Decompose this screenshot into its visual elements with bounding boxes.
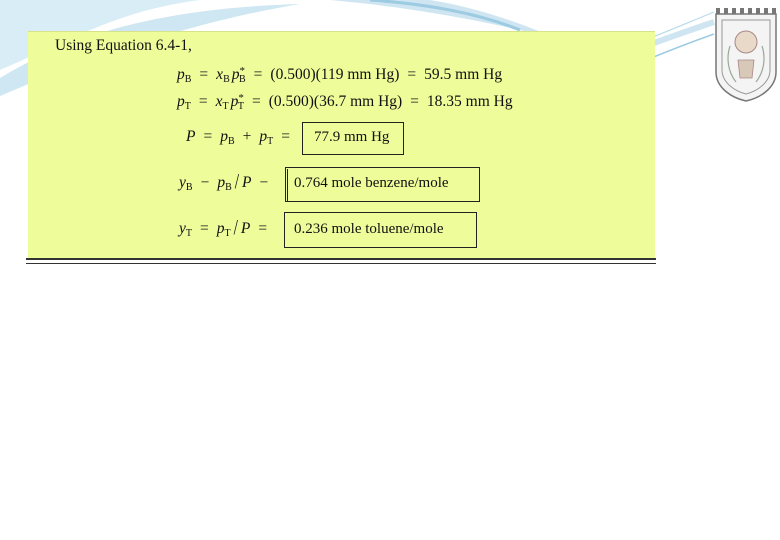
equation-vapor-fraction-benzene: $y_B - p_B / P$ −: [179, 170, 269, 195]
bottom-rule-thin: [26, 263, 656, 264]
equation-vapor-fraction-toluene: $y_T = p_T / P$ =: [179, 216, 268, 241]
toluene-fraction-result-box: 0.236 mole toluene/mole: [284, 212, 477, 248]
bottom-rule-thick: [26, 258, 656, 260]
solution-panel: [28, 31, 655, 259]
equation-partial-pressure-toluene: $p_T = x_T$ $p^*_T = (0.500)(36.7$ mm Hg) = 18.35 mm Hg: [177, 92, 513, 112]
equation-partial-pressure-benzene: $p_B = x_B$ $p^*_B = (0.500)(119$ mm Hg) = 59.5 mm Hg: [177, 65, 503, 85]
intro-text: Using Equation 6.4-1,: [55, 37, 192, 54]
university-crest-icon: [714, 2, 778, 102]
benzene-fraction-result-box: 0.764 mole benzene/mole: [285, 167, 480, 202]
equation-total-pressure: $P = p_B + p_T$ =: [186, 128, 290, 147]
total-pressure-result-box: 77.9 mm Hg: [302, 122, 404, 155]
